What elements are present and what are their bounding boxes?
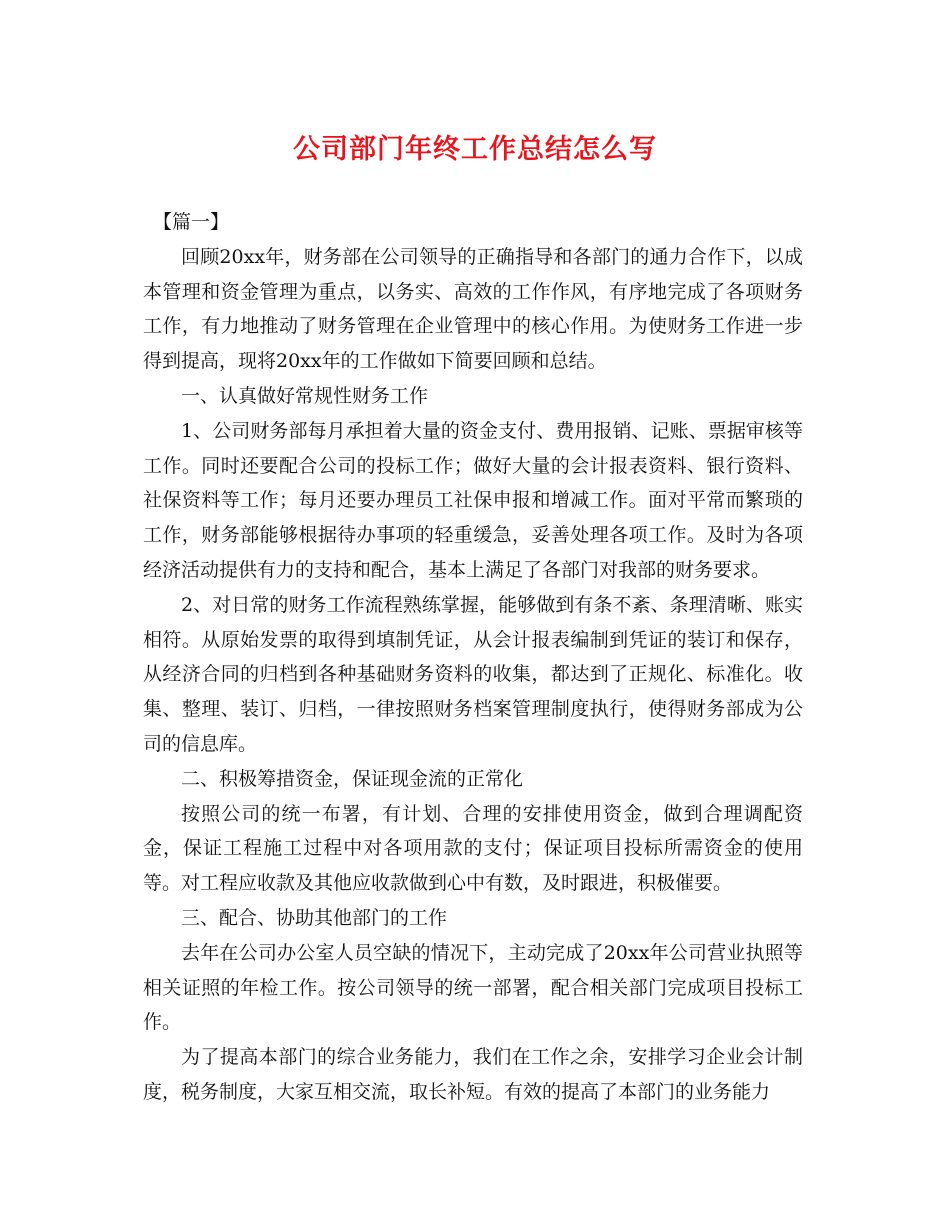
paragraph-1-2: 2、对日常的财务工作流程熟练掌握，能够做到有条不紊、条理清晰、账实相符。从原始发票的取得到填制凭证，从会计报表编制到凭证的装订和保存，从经济合同的归档到各种基础财务资料的收集，都达到了正规化、标准化。收集、整理、装订、归档，一律按照财务档案管理制度执行，使得财务部成为公司的信息库。	[143, 593, 803, 755]
intro-paragraph: 回顾20xx年，财务部在公司领导的正确指导和各部门的通力合作下，以成本管理和资金管理为重点，以务实、高效的工作作风，有序地完成了各项财务工作，有力地推动了财务管理在企业管理中的核心作用。为使财务工作进一步得到提高，现将20xx年的工作做如下简要回顾和总结。	[143, 245, 803, 373]
section-tag: 【篇一】	[153, 211, 230, 233]
document-body	[143, 205, 803, 1110]
paragraph-2: 按照公司的统一布署，有计划、合理的安排使用资金，做到合理调配资金，保证工程施工过程中对各项用款的支付；保证项目投标所需资金的使用等。对工程应收款及其他应收款做到心中有数，及时跟进，积极催要。	[143, 802, 803, 895]
heading-3: 三、配合、协助其他部门的工作	[181, 906, 448, 929]
document-title: 公司部门年终工作总结怎么写	[293, 134, 657, 165]
heading-1: 一、认真做好常规性财务工作	[181, 384, 429, 407]
paragraph-3-2: 为了提高本部门的综合业务能力，我们在工作之余，安排学习企业会计制度，税务制度，大家互相交流，取长补短。有效的提高了本部门的业务能力	[143, 1046, 803, 1103]
paragraph-1-1: 1、公司财务部每月承担着大量的资金支付、费用报销、记账、票据审核等工作。同时还要配合公司的投标工作；做好大量的会计报表资料、银行资料、社保资料等工作；每月还要办理员工社保申报和增减工作。面对平常而繁琐的工作，财务部能够根据待办事项的轻重缓急，妥善处理各项工作。及时为各项经济活动提供有力的支持和配合，基本上满足了各部门对我部的财务要求。	[143, 419, 803, 581]
paragraph-3-1: 去年在公司办公室人员空缺的情况下，主动完成了20xx年公司营业执照等相关证照的年检工作。按公司领导的统一部署，配合相关部门完成项目投标工作。	[143, 941, 803, 1034]
heading-2: 二、积极筹措资金，保证现金流的正常化	[181, 767, 524, 790]
